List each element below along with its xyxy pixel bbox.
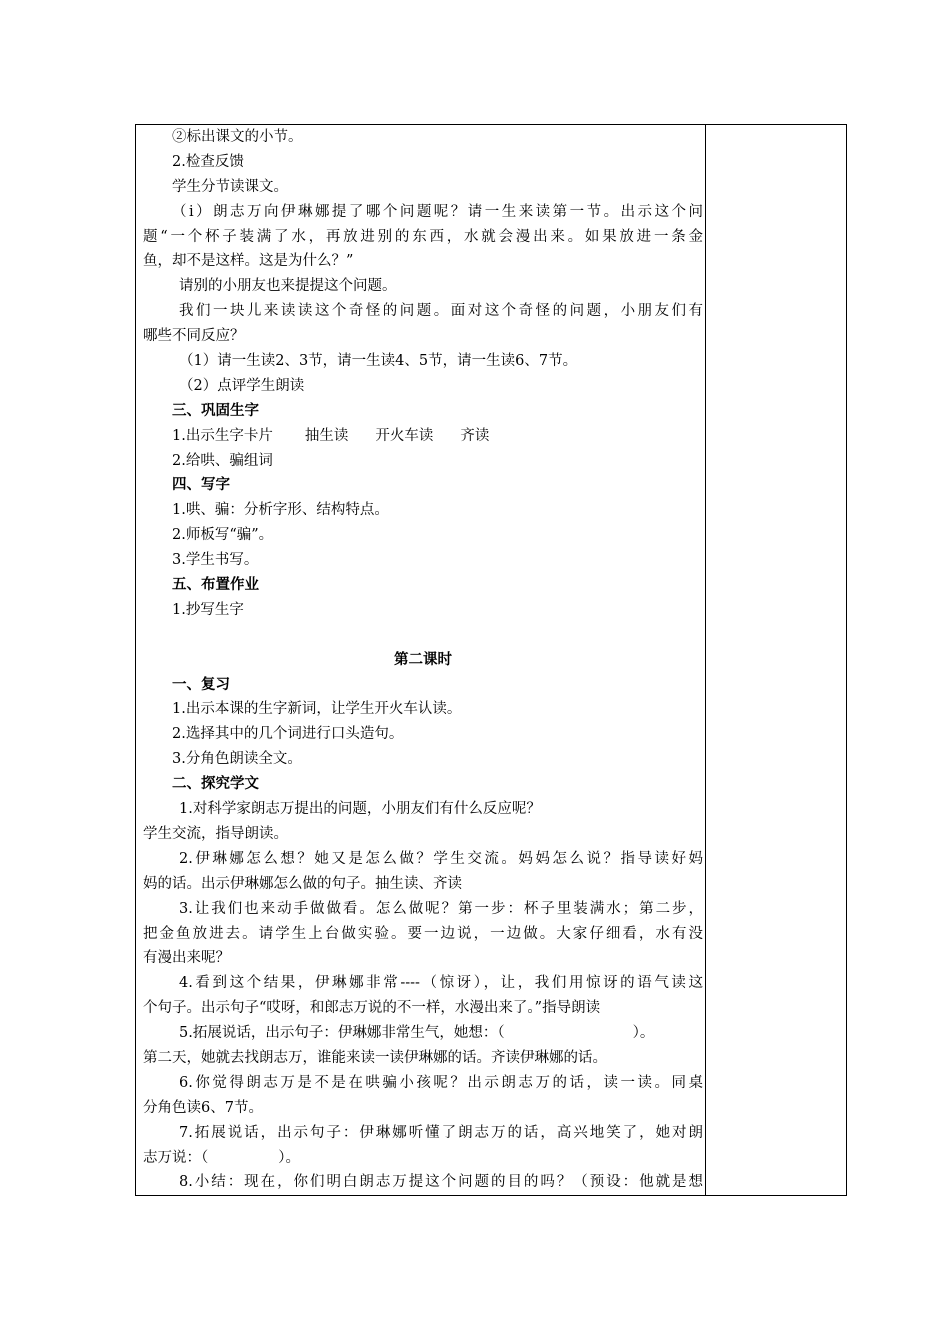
text-line: 1.抄写生字 [172,601,244,618]
blank-line [143,623,703,648]
text-line: （1）请一生读2、3节，请一生读4、5节，请一生读6、7节。 [179,353,578,370]
text-line: 6.你觉得朗志万是不是在哄骗小孩呢？出示朗志万的话，读一读。同桌 [179,1074,703,1091]
text-line: 个句子。出示句子“哎呀，和郎志万说的不一样，水漫出来了。”指导朗读 [143,1000,601,1017]
text-line: （ⅰ）朗志万向伊琳娜提了哪个问题呢？请一生来读第一节。出示这个问 [172,203,703,220]
text-line: 2.选择其中的几个词进行口头造句。 [172,726,404,743]
text-line: 请别的小朋友也来提提这个问题。 [179,278,397,295]
section-heading: 二、探究学文 [172,775,259,793]
text-line: ②标出课文的小节。 [172,129,303,145]
card-activity-a: 1.出示生字卡片 [172,427,273,444]
section-heading: 三、巩固生字 [172,401,259,419]
lesson-content [143,125,703,1195]
prompt-close: ）。 [278,1149,300,1166]
text-line: 1.哄、骗：分析字形、结构特点。 [172,502,389,519]
text-line: 分角色读6、7节。 [143,1099,263,1116]
notes-column [706,125,846,1195]
text-line: 3.分角色朗读全文。 [172,751,302,768]
prompt-text: 志万说：（ [143,1149,209,1166]
text-line: 3.学生书写。 [172,552,259,569]
text-line: 7.拓展说话，出示句子：伊琳娜听懂了朗志万的话，高兴地笑了，她对朗 [179,1124,703,1141]
text-line: 鱼，却不是这样。这是为什么？” [143,253,354,270]
section-heading: 五、布置作业 [172,576,259,594]
text-line: 哪些不同反应？ [143,328,245,345]
text-line: 第二天，她就去找朗志万，谁能来读一读伊琳娜的话。齐读伊琳娜的话。 [143,1049,607,1066]
lesson-table [135,124,847,1196]
text-line: 2.给哄、骗组词 [172,452,273,469]
text-line: 4.看到这个结果，伊琳娜非常----（惊讶），让，我们用惊讶的语气读这 [179,975,703,992]
card-activity-d: 齐读 [460,427,490,444]
text-line: 题“一个杯子装满了水，再放进别的东西，水就会漫出来。如果放进一条金 [143,228,703,245]
fill-blank-line [143,1021,703,1046]
text-line: 我们一块儿来读读这个奇怪的问题。面对这个奇怪的问题，小朋友们有 [179,303,703,320]
section-heading: 一、复习 [172,675,230,693]
text-line: 把金鱼放进去。请学生上台做实验。要一边说，一边做。大家仔细看，水有没 [143,925,703,942]
prompt-close: ）。 [632,1025,655,1042]
text-line: 3.让我们也来动手做做看。怎么做呢？第一步：杯子里装满水；第二步， [179,900,703,917]
text-line: 2.伊琳娜怎么想？她又是怎么做？学生交流。妈妈怎么说？指导读好妈 [179,850,703,867]
text-line: 2.检查反馈 [172,153,244,170]
text-line: 妈的话。出示伊琳娜怎么做的句子。抽生读、齐读 [143,875,462,892]
prompt-text: 5.拓展说话，出示句子：伊琳娜非常生气，她想：（ [179,1025,505,1042]
text-line: 1.出示本课的生字新词，让学生开火车认读。 [172,701,462,718]
card-activity-b: 抽生读 [304,427,349,444]
fill-blank-line [143,1146,703,1171]
card-activity-line [143,424,703,449]
text-line: 学生分节读课文。 [172,178,288,195]
text-line: 学生交流，指导朗读。 [143,825,288,842]
text-line: 8.小结：现在，你们明白朗志万提这个问题的目的吗？（预设：他就是想 [179,1174,703,1191]
text-line: 1.对科学家朗志万提出的问题，小朋友们有什么反应呢？ [179,801,541,818]
text-line: （2）点评学生朗读 [179,377,305,394]
text-line: 有漫出来呢？ [143,950,230,967]
section-heading: 四、写字 [172,476,230,494]
card-activity-c: 开火车读 [375,427,434,444]
text-line: 2.师板写“骗”。 [172,527,274,544]
lesson-title: 第二课时 [394,650,452,668]
